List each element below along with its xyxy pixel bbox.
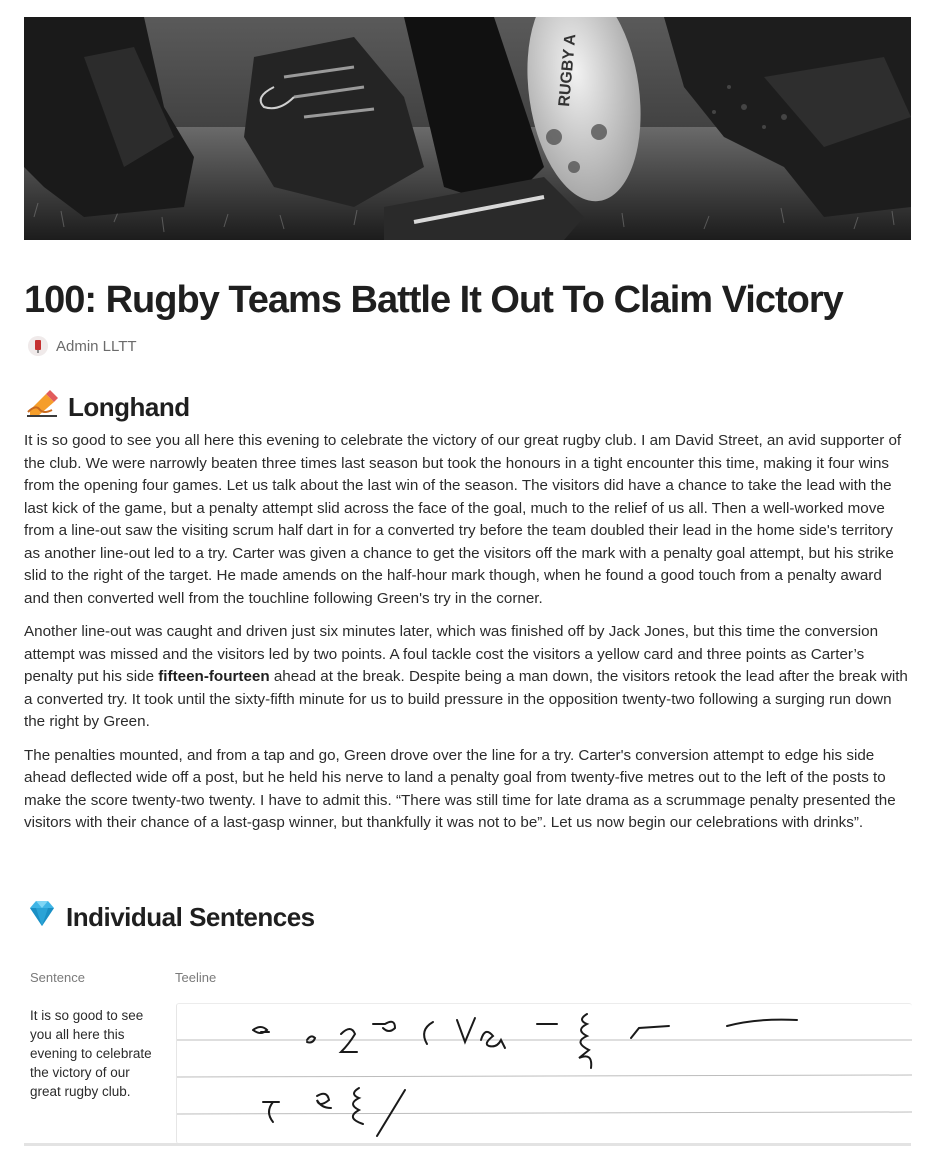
table-cell-sentence[interactable]: It is so good to see you all here this evening to celebrate the victory of our great rugby club. bbox=[30, 1008, 152, 1099]
avatar bbox=[28, 336, 48, 356]
teeline-shorthand-image[interactable] bbox=[176, 1003, 912, 1144]
column-header-teeline[interactable]: Teeline bbox=[175, 970, 217, 985]
paragraph: It is so good to see you all here this evening to celebrate the victory of our great rugby club. I am David Street, an avid supporter of the club. We were narrowly beaten three times last season but took the honours in a tight encounter this time, making it four wins from the opening four games. Let us talk about the last win of the season. The visitors did have a chance to take the lead with the last kick of the game, but a penalty attempt slid across the face of the goal, much to the relief of us all. Then a well-worked move from a line-out saw the visiting scrum half dart in for a converted try before the team doubled their lead in the home side's territory as another line-out led to a try. Carter was given a chance to get the visitors off the mark with a penalty goal attempt, but his strike slid to the right of the target. He made amends on the half-hour mark though, when he found a good touch from a penalty award and then converted well from the touchline following Green's try in the corner. bbox=[24, 432, 902, 607]
bold-score: fifteen-fourteen bbox=[158, 668, 270, 685]
paragraph-text: Another line-out was caught and driven just six minutes later, which was finished off by Jack Jones, but this time the conversion attempt was missed and the visitors led by two points. A foul tackle cost the visitors a yellow card and three points as Carter’s penalty put his side bbox=[24, 623, 879, 685]
cover-image bbox=[24, 17, 911, 240]
page-title: 100: Rugby Teams Battle It Out To Claim Victory bbox=[24, 279, 843, 321]
author-name: Admin LLTT bbox=[56, 337, 137, 355]
author[interactable] bbox=[28, 333, 137, 359]
svg-text:RUGBY A: RUGBY A bbox=[556, 33, 580, 108]
section-heading-longhand bbox=[26, 388, 190, 426]
writing-hand-icon bbox=[26, 388, 60, 426]
table-bottom-border bbox=[24, 1143, 911, 1146]
longhand-text bbox=[24, 430, 911, 846]
paragraph bbox=[24, 621, 911, 734]
section-heading-label: Longhand bbox=[68, 392, 190, 422]
paragraph-text: ahead at the break. Despite being a man down, the visitors retook the lead after the break with a converted try. It took until the sixty-fifth minute for us to build pressure in the opposition twenty-two following a surging run down the right by Green. bbox=[24, 668, 908, 730]
gem-icon bbox=[26, 897, 58, 937]
paragraph: The penalties mounted, and from a tap and go, Green drove over the line for a try. Carter's conversion attempt to edge his side ahead deflected wide off a post, but he held his nerve to land a penalty goal from twenty-five metres out to the left of the posts to make the score twenty-two twenty. I have to admit this. “There was still time for late drama as a scrummage penalty presented the visitors with their chance of a last-gasp winner, but thankfully it was not to be”. Let us now begin our celebrations with drinks”. bbox=[24, 746, 896, 831]
column-header-sentence[interactable]: Sentence bbox=[30, 970, 85, 985]
section-heading-individual bbox=[26, 897, 315, 937]
section-heading-label: Individual Sentences bbox=[66, 902, 315, 932]
